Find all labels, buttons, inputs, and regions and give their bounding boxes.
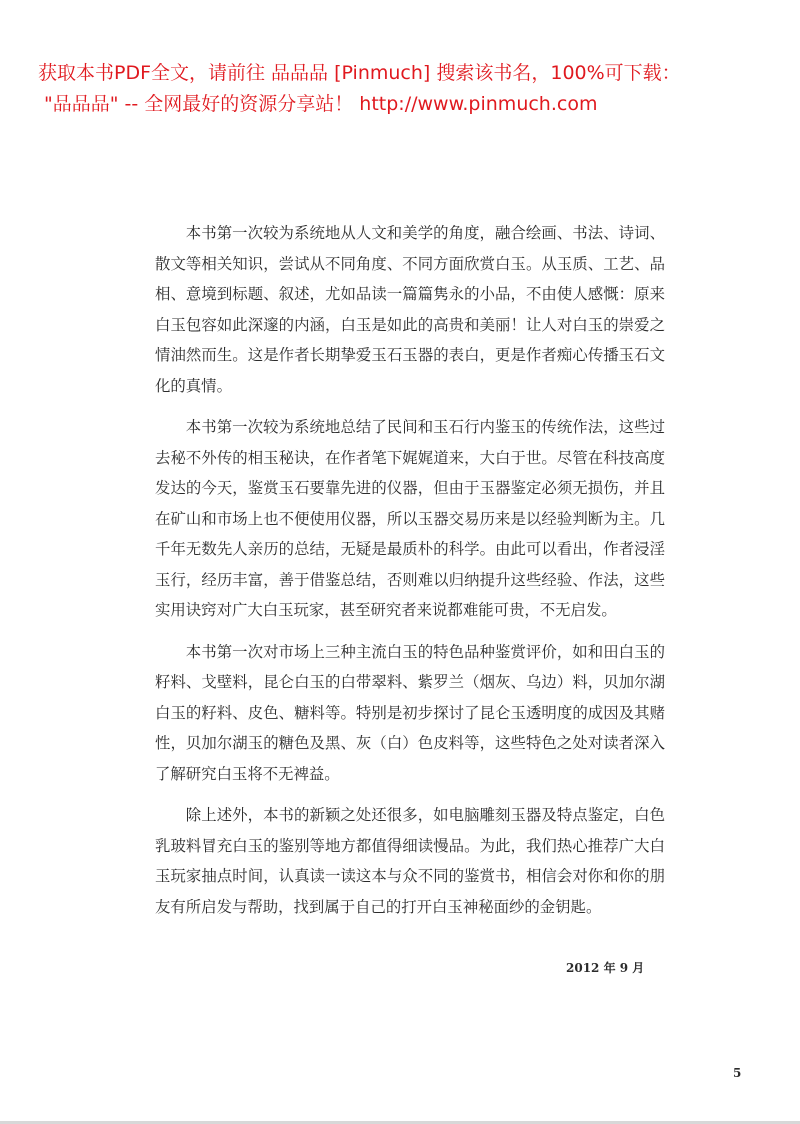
preface-paragraph-2: 本书第一次较为系统地总结了民间和玉石行内鉴玉的传统作法，这些过去秘不外传的相玉秘诀，在作者笔下娓娓道来，大白于世。尽管在科技高度发达的今天，鉴赏玉石要靠先进的仪器，但由于玉器鉴定必须无损伤，并且在矿山和市场上也不便使用仪器，所以玉器交易历来是以经验判断为主。几千年无数先人亲历的总结，无疑是最质朴的科学。由此可以看出，作者浸淫玉行，经历丰富，善于借鉴总结，否则难以归纳提升这些经验、作法，这些实用诀窍对广大白玉玩家，甚至研究者来说都难能可贵，不无启发。 bbox=[155, 418, 665, 619]
preface-date: 2012 年 9 月 bbox=[566, 961, 645, 975]
preface-paragraph-4: 除上述外，本书的新颖之处还很多，如电脑雕刻玉器及特点鉴定，白色乳玻料冒充白玉的鉴别等地方都值得细读慢品。为此，我们热心推荐广大白玉玩家抽点时间，认真读一读这本与众不同的鉴赏书，相信会对你和你的朋友有所启发与帮助，找到属于自己的打开白玉神秘面纱的金钥匙。 bbox=[155, 806, 665, 916]
page-number: 5 bbox=[733, 1066, 742, 1080]
preface-paragraph-3: 本书第一次对市场上三种主流白玉的特色品种鉴赏评价，如和田白玉的籽料、戈壁料，昆仑白玉的白带翠料、紫罗兰（烟灰、乌边）料，贝加尔湖白玉的籽料、皮色、糖料等。特别是初步探讨了昆仑玉透明度的成因及其赌性，贝加尔湖玉的糖色及黑、灰（白）色皮料等，这些特色之处对读者深入了解研究白玉将不无裨益。 bbox=[155, 642, 665, 783]
banner-line-1: 获取本书PDF全文，请前往 品品品 [Pinmuch] 搜索该书名，100%可下载： bbox=[38, 62, 681, 84]
preface-body bbox=[155, 218, 665, 933]
banner-line-2: "品品品" -- 全网最好的资源分享站！ http://www.pinmuch.com bbox=[44, 93, 598, 115]
preface-paragraph-1: 本书第一次较为系统地从人文和美学的角度，融合绘画、书法、诗词、散文等相关知识，尝试从不同角度、不同方面欣赏白玉。从玉质、工艺、品相、意境到标题、叙述，尤如品读一篇篇隽永的小品，不由使人感慨：原来白玉包容如此深邃的内涵，白玉是如此的高贵和美丽！让人对白玉的崇爱之情油然而生。这是作者长期挚爱玉石玉器的表白，更是作者痴心传播玉石文化的真情。 bbox=[155, 224, 665, 395]
